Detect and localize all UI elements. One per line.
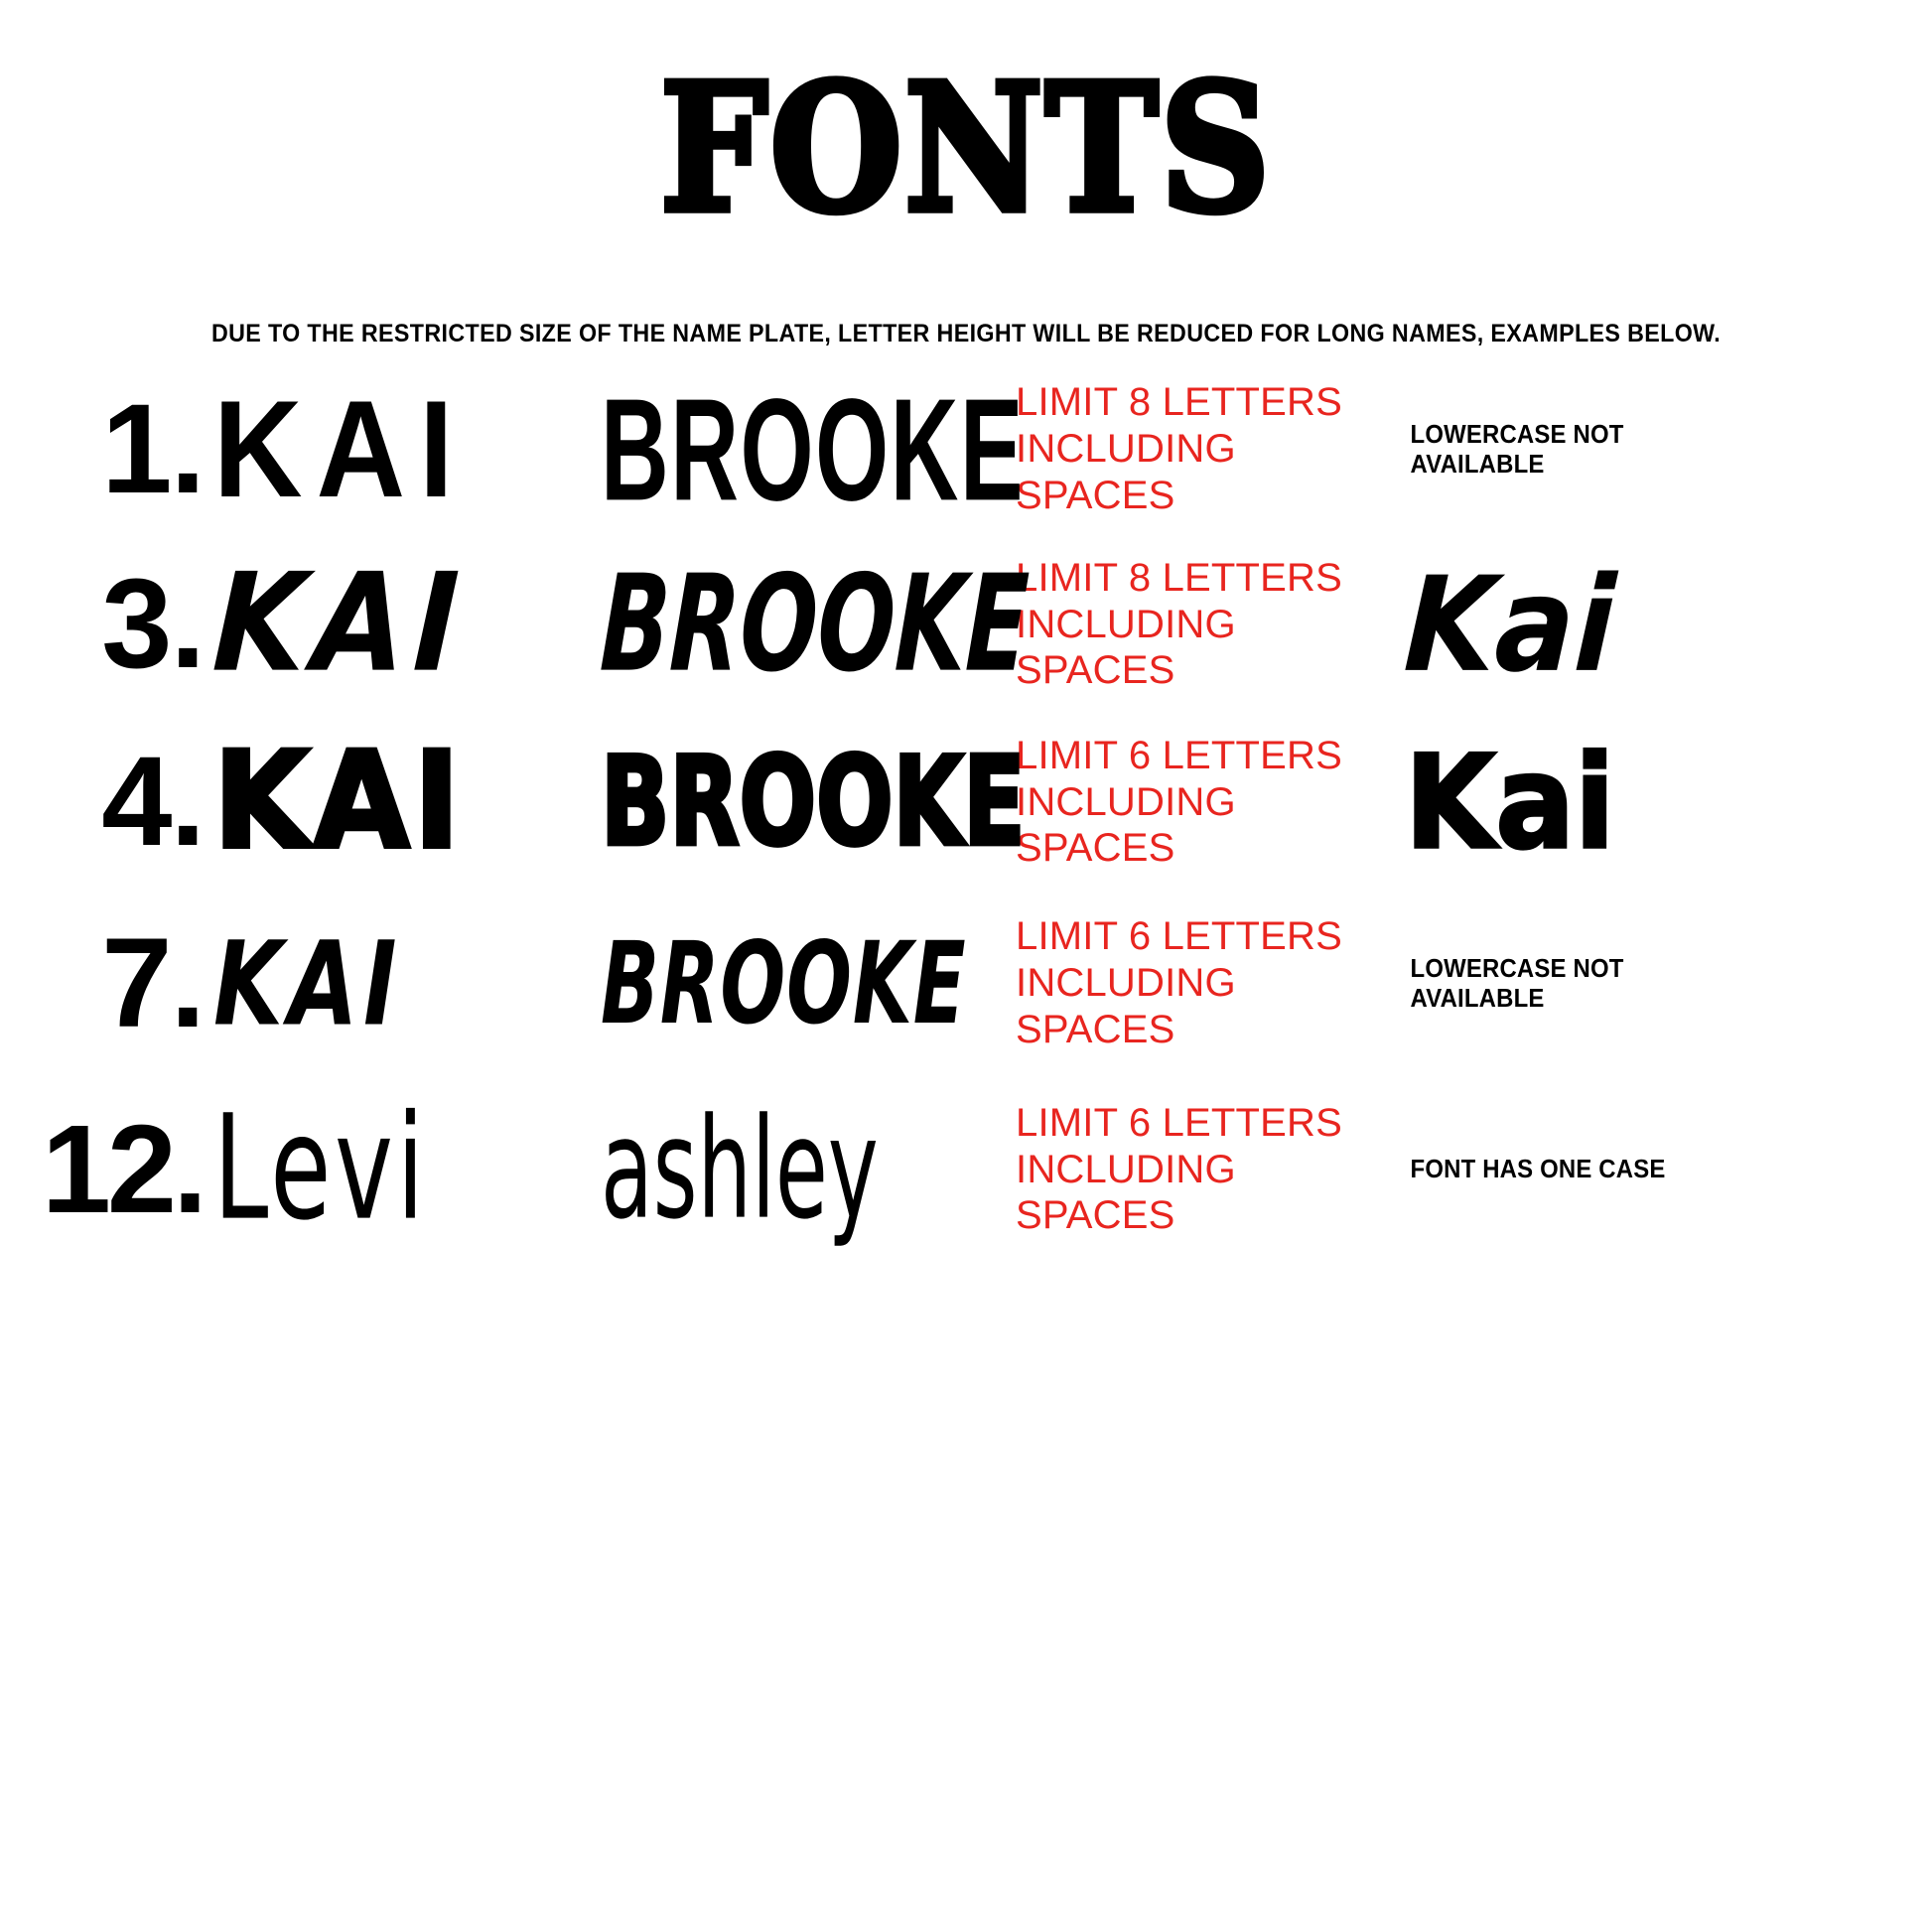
lowercase-sample: Kai [1401, 547, 1619, 702]
font-row [0, 892, 1932, 1075]
font-row [0, 713, 1932, 892]
letter-limit [1008, 1100, 1405, 1239]
font-number: 3. [101, 553, 204, 695]
page-subtitle: DUE TO THE RESTRICTED SIZE OF THE NAME PLATE, LETTER HEIGHT WILL BE REDUCED FOR LONG NAMES, EXAMPLES BELOW. [210, 320, 1722, 347]
long-name-sample: BROOKE [601, 367, 1026, 531]
letter-limit-line1: LIMIT 6 LETTERS [1016, 914, 1343, 959]
long-name-sample: BROOKE [601, 915, 967, 1049]
letter-limit-line2: INCLUDING SPACES [1016, 961, 1236, 1051]
font-row [0, 1075, 1932, 1264]
font-note: LOWERCASE NOT AVAILABLE [1410, 952, 1624, 1013]
font-number: 12. [41, 1099, 204, 1239]
letter-limit-line1: LIMIT 6 LETTERS [1016, 733, 1343, 777]
font-number: 7. [101, 911, 204, 1054]
letter-limit [1008, 733, 1405, 872]
letter-limit-line1: LIMIT 6 LETTERS [1016, 1100, 1343, 1145]
short-name-sample: KAI [213, 724, 465, 880]
letter-limit-line2: INCLUDING SPACES [1016, 602, 1236, 693]
short-name-sample: Levi [213, 1084, 428, 1253]
short-name-sample: KAI [209, 545, 471, 703]
letter-limit-line1: LIMIT 8 LETTERS [1016, 555, 1343, 600]
font-number: 1. [101, 377, 204, 520]
letter-limit-line2: INCLUDING SPACES [1016, 1147, 1236, 1238]
long-name-sample: BROOKE [601, 731, 1026, 873]
page-title: FONTS [659, 46, 1273, 252]
font-number: 4. [101, 731, 204, 873]
long-name-sample: ashley [601, 1087, 879, 1251]
font-note: LOWERCASE NOT AVAILABLE [1410, 418, 1624, 479]
short-name-sample: KAI [213, 372, 468, 526]
letter-limit-line2: INCLUDING SPACES [1016, 779, 1236, 871]
letter-limit [1008, 379, 1405, 518]
letter-limit [1008, 913, 1405, 1052]
letter-limit-line2: INCLUDING SPACES [1016, 427, 1236, 517]
letter-limit [1008, 555, 1405, 694]
letter-limit-line1: LIMIT 8 LETTERS [1016, 380, 1343, 425]
font-note: FONT HAS ONE CASE [1410, 1154, 1666, 1184]
font-row [0, 536, 1932, 713]
lowercase-sample: Kai [1405, 727, 1615, 878]
long-name-sample: BROOKE [598, 547, 1032, 702]
font-row [0, 362, 1932, 536]
font-rows [0, 362, 1932, 1264]
short-name-sample: KAI [213, 915, 403, 1051]
